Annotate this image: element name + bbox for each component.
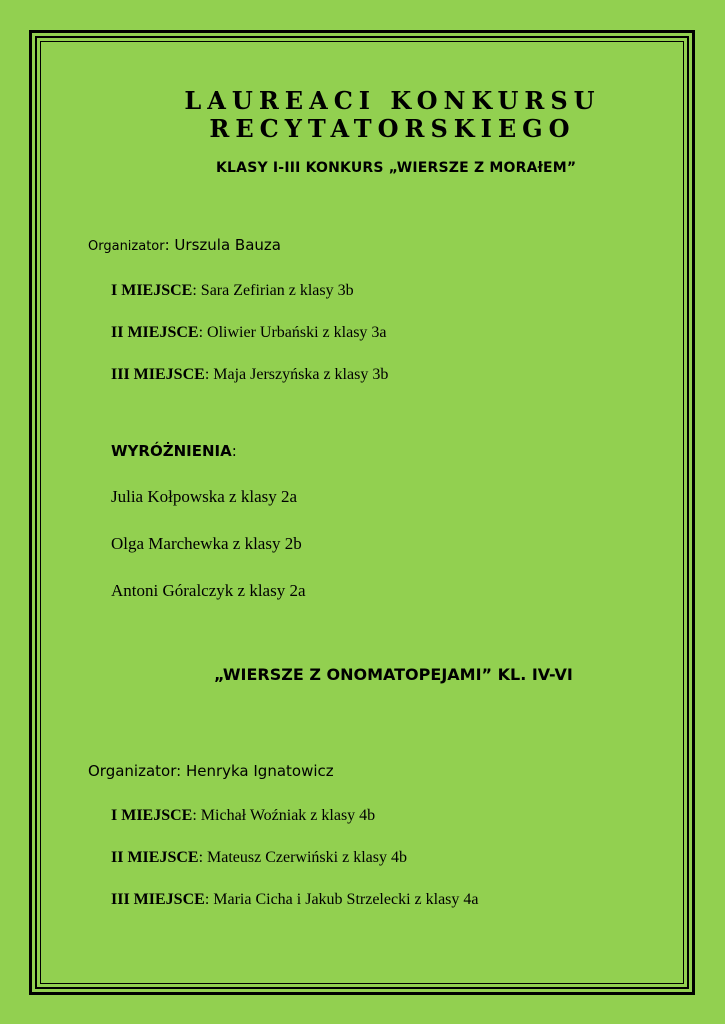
honors-heading [111,442,237,460]
contest1-place-2 [111,324,387,342]
page-title-line1: LAUREACI KONKURSU [184,86,601,115]
place-label: III MIEJSCE [111,891,205,908]
place-label: III MIEJSCE [111,366,205,383]
page-title-line2: RECYTATORSKIEGO [209,114,576,143]
contest2-place-2 [111,849,407,867]
contest2-place-1 [111,807,375,825]
organizer-name: : Henryka Ignatowicz [176,762,334,780]
page-border-inner [40,41,684,984]
organizer-label: Organizator [88,239,165,254]
place-label: II MIEJSCE [111,849,199,866]
place-winner: : Mateusz Czerwiński z klasy 4b [198,849,407,866]
contest1-place-3 [111,366,388,384]
honors-heading-colon: : [231,442,237,460]
place-winner: : Maja Jerszyńska z klasy 3b [204,366,389,383]
place-winner: : Oliwier Urbański z klasy 3a [198,324,387,341]
contest1-place-1 [111,282,354,300]
place-label: II MIEJSCE [111,324,199,341]
organizer-name: : Urszula Bauza [164,236,281,254]
honors-heading-text: WYRÓŻNIENIA [111,442,232,460]
contest2-place-3 [111,891,479,909]
honor-item-2: Olga Marchewka z klasy 2b [111,534,302,553]
place-label: I MIEJSCE [111,282,193,299]
place-label: I MIEJSCE [111,807,193,824]
contest2-organizer [88,762,334,780]
organizer-label: Organizator [88,762,177,780]
place-winner: : Michał Woźniak z klasy 4b [192,807,376,824]
place-winner: : Sara Zefirian z klasy 3b [192,282,354,299]
honor-item-3: Antoni Góralczyk z klasy 2a [111,581,306,600]
contest1-organizer [88,236,281,254]
contest1-subtitle: KLASY I-III KONKURS „WIERSZE Z MORAłEM” [216,160,577,176]
honor-item-1: Julia Kołpowska z klasy 2a [111,487,298,506]
contest2-title: „WIERSZE Z ONOMATOPEJAMI” KL. IV-VI [214,665,573,684]
place-winner: : Maria Cicha i Jakub Strzelecki z klasy 4a [204,891,479,908]
